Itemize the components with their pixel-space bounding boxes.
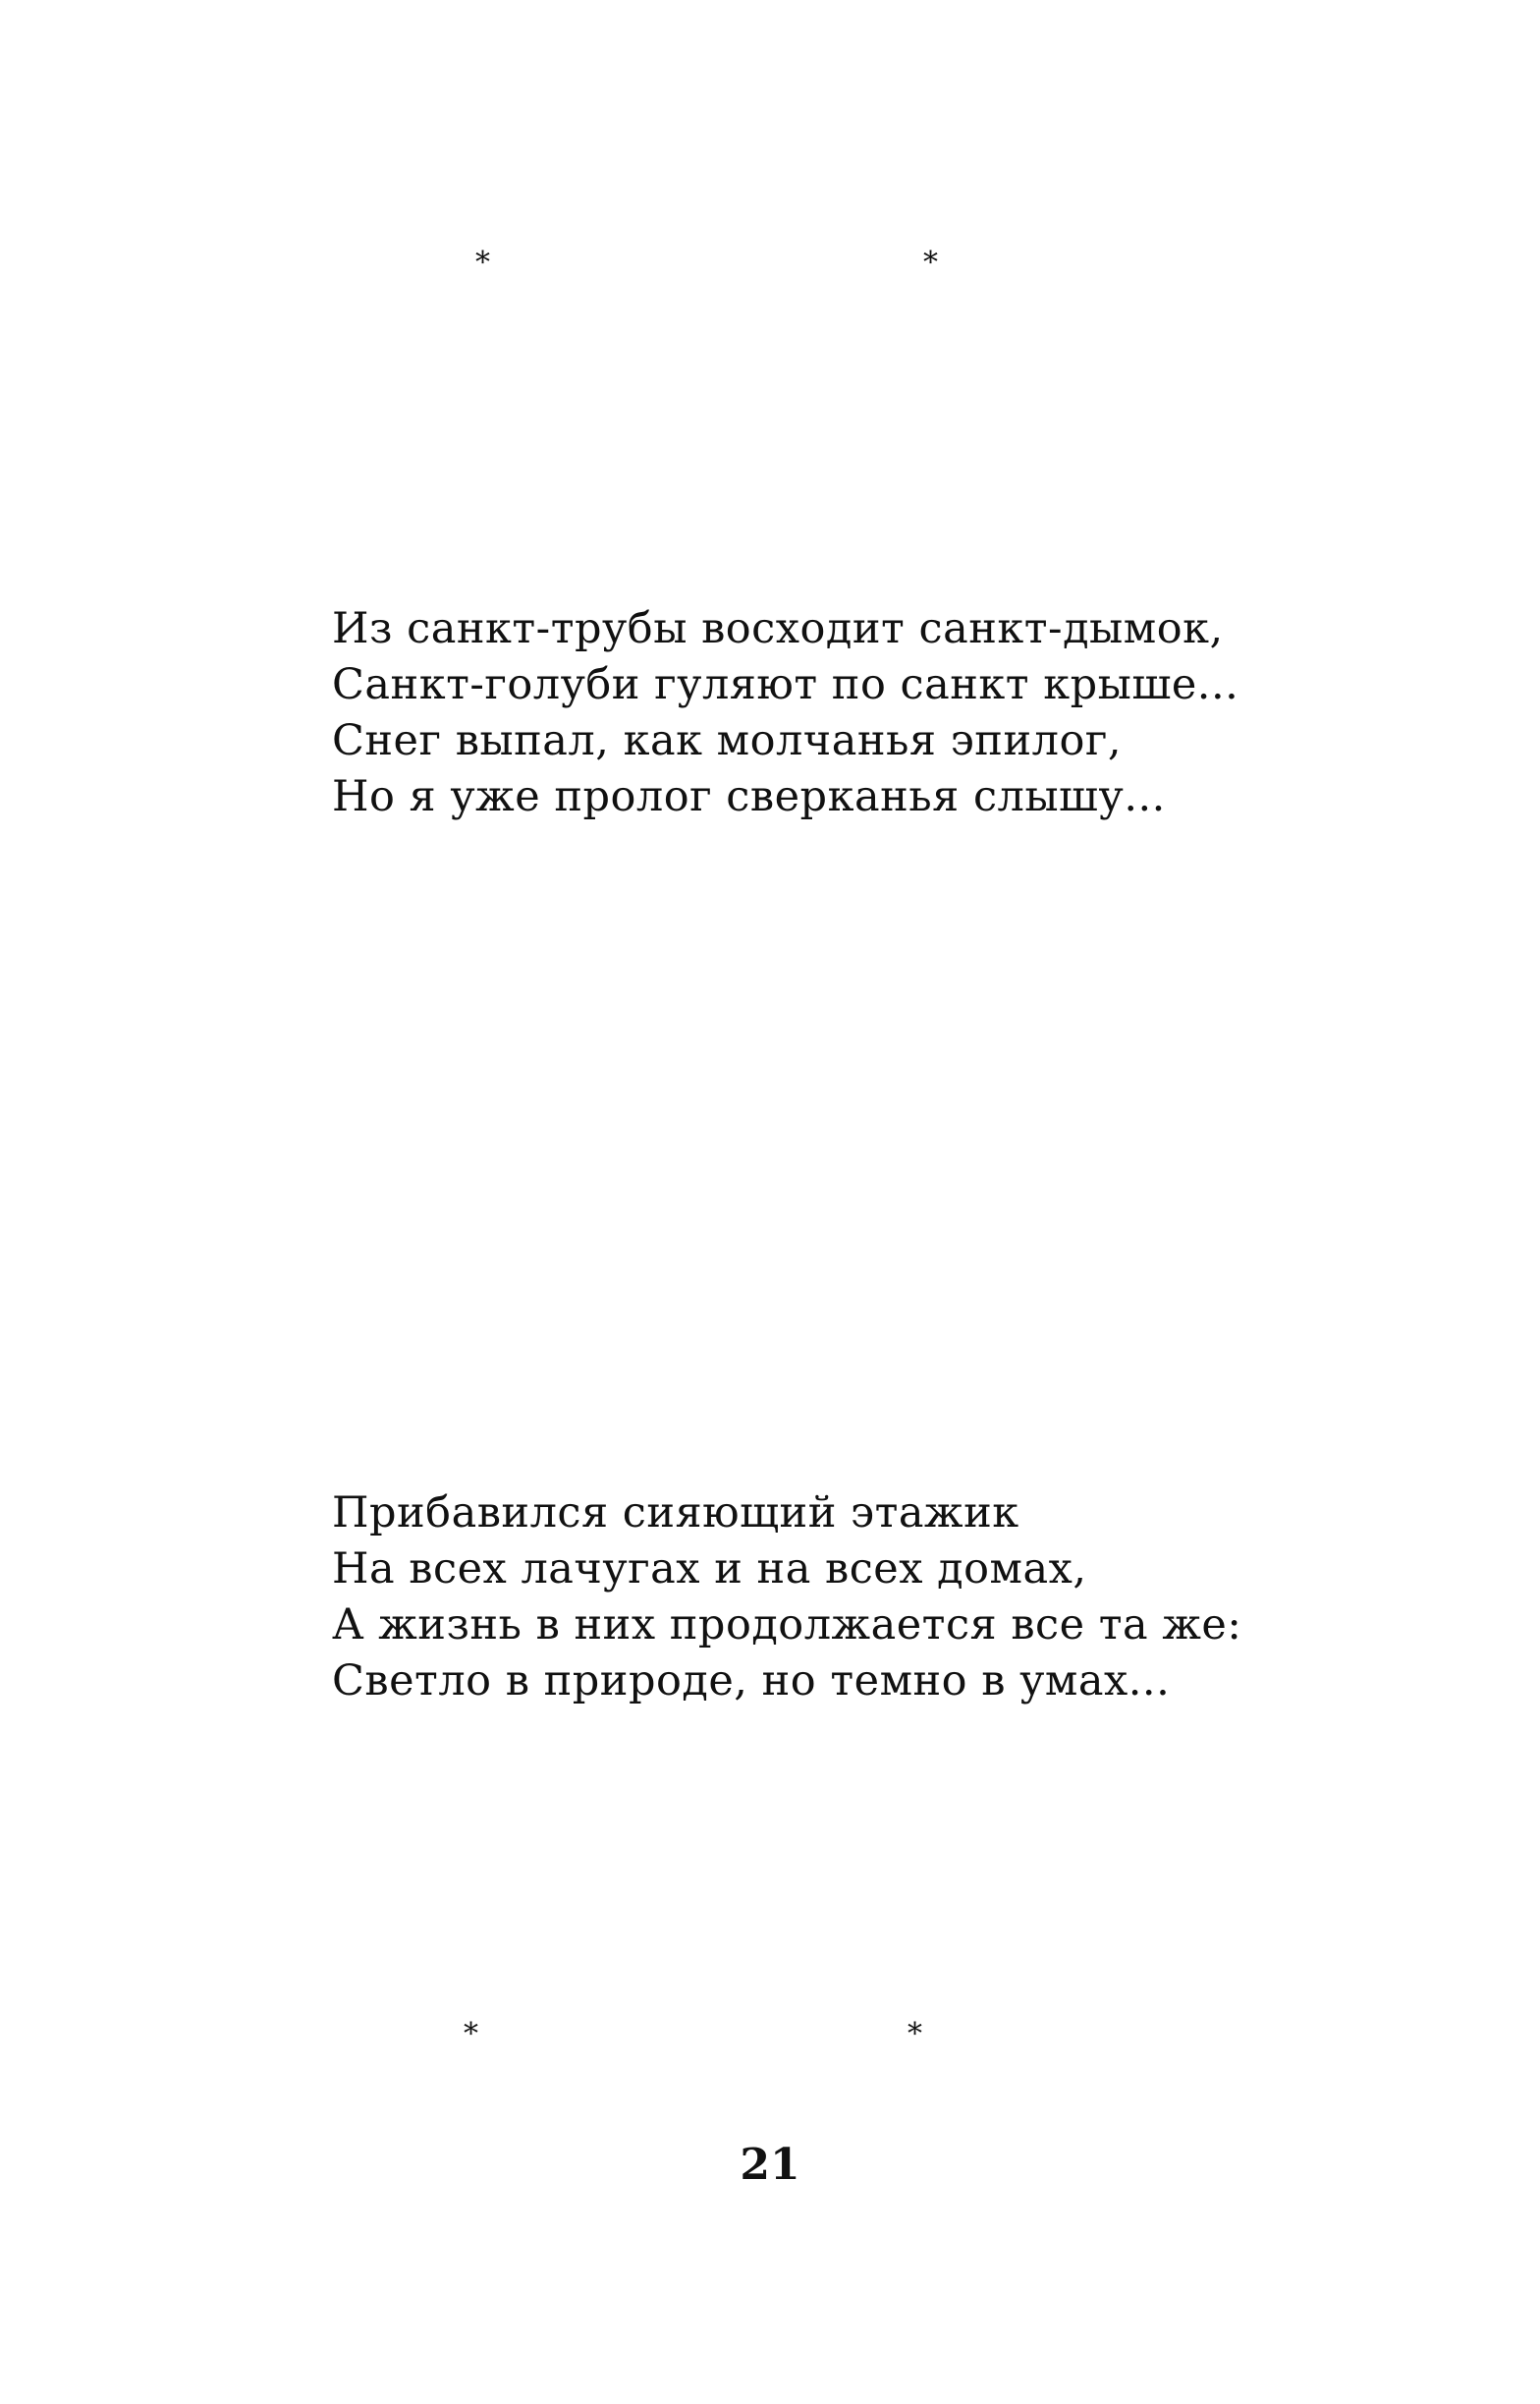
- poem-line: А жизнь в них продолжается все та же:: [332, 1600, 1242, 1649]
- poem-line: Из санкт-трубы восходит санкт-дымок,: [332, 604, 1224, 653]
- asterisk-ornament-top-left: *: [475, 246, 490, 280]
- poem-line: Санкт-голуби гуляют по санкт крыше...: [332, 660, 1239, 709]
- asterisk-ornament-bottom-left: *: [464, 2017, 478, 2051]
- poem-line: Прибавился сияющий этажик: [332, 1488, 1019, 1537]
- poem-stanza-1: [332, 601, 1314, 825]
- asterisk-ornament-top-right: *: [923, 246, 938, 280]
- poem-line: Снег выпал, как молчанья эпилог,: [332, 716, 1123, 765]
- page-number: 21: [740, 2140, 800, 2190]
- poem-stanza-2: [332, 1485, 1314, 1709]
- poem-line: На всех лачугах и на всех домах,: [332, 1544, 1087, 1593]
- poem-line: Но я уже пролог сверканья слышу...: [332, 772, 1166, 821]
- poem-line: Светло в природе, но темно в умах...: [332, 1656, 1171, 1705]
- asterisk-ornament-bottom-right: *: [908, 2017, 922, 2051]
